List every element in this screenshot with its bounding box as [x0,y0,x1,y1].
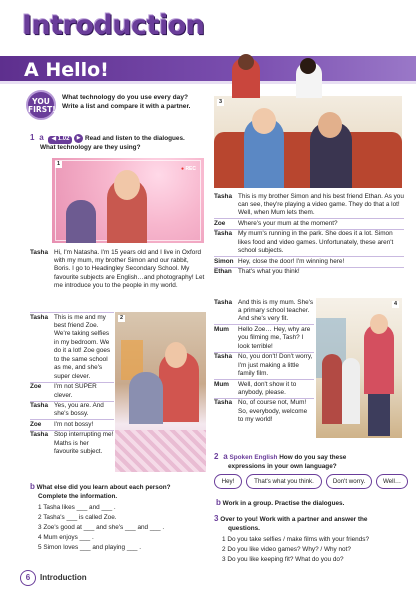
audio-track-button[interactable] [48,136,72,144]
speaker-name: Simon [214,257,234,265]
dialogue-line [30,420,114,430]
warmup-question [62,94,212,111]
speaker-name: Tasha [214,399,232,407]
play-icon[interactable]: ▶ [74,134,83,143]
exercise-letter: b [30,482,35,491]
photo-number: 3 [219,99,223,105]
speaker-name: Tasha [30,431,48,439]
photo-4-mum [316,298,402,438]
dialogue-text: And this is my mum. She's a primary school teacher. And she's very fit. [238,298,314,323]
bubble-text: Hey! [221,478,235,485]
dialogue-text: I'm not bossy! [54,420,94,428]
list-item: 1 Do you take selfies / make films with your friends? [222,536,370,543]
exercise-letter: a [39,133,44,142]
bubble-text: That's what you think. [254,478,314,485]
list-item: 1 Tasha likes ___ and ___ . [38,504,116,511]
dialogue-line [30,401,114,420]
dialogue-line [30,430,114,457]
dialogue-text: Well, don't show it to anybody, please. [238,380,297,397]
speaker-name: Tasha [214,298,232,306]
photo-number: 4 [393,301,397,307]
dialogue-3 [214,192,404,277]
track-number: 1.02 [57,136,70,142]
exercise-1a-heading [30,133,210,152]
exercise-3-instruction-2: questions. [228,524,260,532]
dialogue-text: My mum's running in the park. She does it a lot. Simon likes food and video games. Unfortunately, these aren't school subjects. [238,230,394,255]
dialogue-text: This is me and my best friend Zoe. We're taking selfies in my bedroom. We do it a lot! Zoe goes to the same school as me, and she's super clever. [54,313,111,380]
tasha-head [238,54,254,70]
exercise-number: 2 [214,452,219,461]
dialogue-4-table [214,298,314,425]
dialogue-text: This is my brother Simon and his best friend Ethan. As you can see, they're playing a video game. They do that a lot! Well, when Mum lets them. [238,192,404,217]
exercise-1b-list [38,503,210,553]
exercise-2a-instruction-2: expressions in your own language? [228,462,337,470]
dialogue-line [214,352,314,379]
rec-indicator [181,166,196,173]
dialogue-text: Hi, I'm Natasha. I'm 15 years old and I live in Oxford with my mum, my brother Simon and our rabbit, Boris. I go to Headingley Secondary School. My favourite subjects are English…and photography! Let me introduce you to the people in my world. [54,248,205,290]
photo-2-selfie [115,312,206,472]
dialogue-2 [30,312,114,457]
exercise-number: 1 [30,133,35,142]
child-figure [66,200,96,243]
speaker-name: Tasha [214,230,232,238]
list-item: 3 Zoe's good at ___ and she's ___ and ___ . [38,523,165,531]
exercise-letter: b [216,498,221,507]
photo-number: 2 [120,315,124,321]
speaker-name: Zoe [30,420,42,428]
photo-3-video-game [214,96,402,188]
record-dot-icon: ● [181,166,185,172]
bedspread [115,430,206,472]
dialogue-text: Hey, close the door! I'm winning here! [238,257,345,265]
sofa [214,132,402,188]
dialogue-1-table [30,248,206,291]
exercise-2a-instruction: How do you say these [279,454,347,461]
dialogue-text: No, you don't! Don't worry, I'm just making a little family film. [238,353,313,378]
speaker-name: Tasha [30,313,48,321]
exercise-2a [214,452,404,471]
dialogue-line [30,382,114,401]
dialogue-line [214,219,404,229]
exercise-1b-subinstruction: Complete the information. [38,492,118,500]
speaker-icon: ◀ [51,136,57,142]
dialogue-text: Where's your mum at the moment? [238,219,338,227]
footer-label: Introduction [40,573,87,582]
dialogue-text: I'm not SUPER clever. [54,383,97,399]
exercise-2b-instruction: Work in a group. Practise the dialogues. [222,500,345,507]
exercise-3-instruction: Over to you! Work with a partner and answer the [220,516,368,523]
dialogue-text: That's what you think! [238,268,300,276]
dialogue-line [30,313,114,383]
photo-number: 1 [57,161,61,167]
section-title: A Hello! [24,59,109,81]
speaker-name: Ethan [214,268,232,276]
exercise-1a-question: What technology are they using? [40,143,141,151]
exercise-1b-instruction: What else did you learn about each person? [36,484,171,491]
speaker-name: Tasha [214,192,232,200]
dialogue-2-table [30,312,114,457]
bubble-well [376,474,408,489]
list-item: 2 Do you like video games? Why? / Why not? [222,545,351,553]
you-first-badge [26,90,56,120]
dialogue-4 [214,298,314,425]
list-item: 5 Simon loves ___ and playing ___ . [38,543,142,551]
list-item: 4 Mum enjoys ___ . [38,533,94,541]
simon-face [252,108,276,134]
spoken-english-label: Spoken English [229,454,278,461]
exercise-1b [30,482,210,553]
badge-text: YOU FIRST! [28,97,56,114]
exercise-2a-heading [214,452,404,463]
dialogue-text: Hello Zoe… Hey, why are you filming me, Tash? I look terrible! [238,325,311,350]
mum-face [370,314,388,334]
dialogue-line [214,380,314,399]
dialogue-line [214,298,314,325]
dialogue-text: Yes, you are. And she's bossy. [54,402,104,418]
speaker-name: Mum [214,325,229,333]
exercise-number: 3 [214,514,219,523]
bubble-text: Well… [382,478,402,485]
dialogue-text: Stop interrupting me! Maths is her favourite subject. [54,431,114,456]
mum-figure [364,324,394,394]
dialogue-line [214,398,314,425]
exercise-letter: a [223,452,228,461]
dialogue-text: No, of course not, Mum! So, everybody, welcome to my world! [238,399,308,424]
warmup-line-1: What technology do you use every day? [62,94,189,101]
girl-face [165,342,187,368]
bubble-text: Don't worry. [332,478,366,485]
zoe-head [300,58,316,74]
exercise-3-heading [214,514,406,525]
bubble-thats-what-you-think [246,474,322,489]
bubble-dont-worry [326,474,372,489]
speaker-name: Tasha [214,353,232,361]
list-item: 2 Tasha's ___ is called Zoe. [38,513,117,521]
speaker-name: Zoe [214,219,226,227]
tasha-figure [322,354,342,424]
photo-1-natasha [52,158,204,243]
dialogue-3-table [214,192,404,277]
speaker-name: Zoe [30,383,42,391]
girl-face [114,170,140,200]
dialogue-line [30,248,206,291]
friend-figure [129,372,163,424]
warmup-line-2: Write a list and compare it with a partner. [62,102,191,110]
exercise-1b-heading [30,482,210,493]
dialogue-line [214,325,314,352]
exercise-2b [216,498,406,509]
rec-label: REC [185,166,196,172]
ethan-face [318,112,342,138]
zoe-figure [342,358,360,424]
dialogue-1 [30,248,206,291]
dialogue-line [214,192,404,219]
exercise-1a-instruction: Read and listen to the dialogues. [85,135,185,142]
exercise-3-list [222,535,406,565]
dialogue-line [214,257,404,267]
dialogue-line [214,229,404,256]
speaker-name: Mum [214,380,229,388]
dialogue-line [214,267,404,277]
exercise-3 [214,514,406,565]
mum-legs [368,394,390,436]
list-item: 3 Do you like keeping fit? What do you do? [222,555,344,563]
page-title: Introduction [22,10,205,41]
bubble-hey [214,474,242,489]
page-number: 6 [20,570,36,586]
speaker-name: Tasha [30,402,48,410]
speaker-name: Tasha [30,248,48,256]
